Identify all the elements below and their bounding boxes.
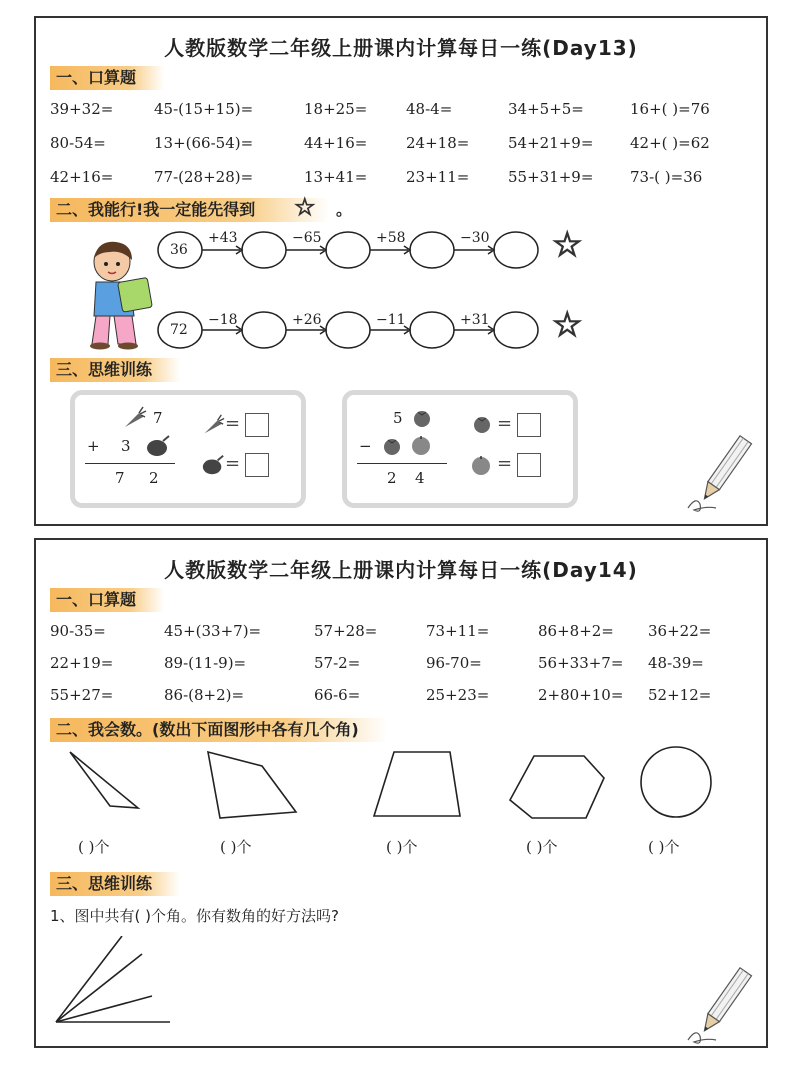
puzzle-digit: 2 (149, 469, 159, 487)
puzzle-digit: 4 (415, 469, 425, 487)
problem: 2+80+10= (538, 686, 624, 704)
goal-star-icon: ☆ (552, 225, 583, 265)
angle-count-blank[interactable]: ( )个 (220, 838, 252, 856)
problem: 42+( )=62 (630, 134, 710, 152)
tomato-icon (471, 413, 493, 435)
problem: 73-( )=36 (630, 168, 703, 186)
worksheet-day13 (34, 16, 768, 526)
angle-count-blank[interactable]: ( )个 (526, 838, 558, 856)
problem: 55+27= (50, 686, 114, 704)
section-heading-text: 二、我能行!我一定能先得到 (56, 200, 256, 219)
problem: 45-(15+15)= (154, 100, 254, 118)
chain-operation: −18 (208, 312, 238, 328)
chain-operation: −11 (376, 312, 406, 328)
trapezoid-shape (374, 752, 460, 816)
angle-rays-figure (50, 936, 180, 1028)
problem: 42+16= (50, 168, 114, 186)
eggplant-icon (145, 433, 171, 459)
equals-sign: = (225, 413, 241, 434)
plus-sign: + (87, 437, 100, 455)
eggplant-icon (201, 453, 225, 477)
circle-shape (641, 747, 711, 817)
tomato-icon (411, 407, 433, 429)
problem: 18+25= (304, 100, 368, 118)
problem: 55+31+9= (508, 168, 594, 186)
problem: 89-(11-9)= (164, 654, 247, 672)
problem: 39+32= (50, 100, 114, 118)
problem: 80-54= (50, 134, 106, 152)
problem: 22+19= (50, 654, 114, 672)
angle-shapes-diagram (56, 746, 736, 836)
section-heading-thinking: 三、思维训练 (50, 872, 180, 896)
section-heading-oral-calc: 一、口算题 (50, 588, 164, 612)
problem: 48-39= (648, 654, 704, 672)
problem: 44+16= (304, 134, 368, 152)
problem: 52+12= (648, 686, 712, 704)
section-heading-thinking: 三、思维训练 (50, 358, 180, 382)
chain-start-number: 72 (170, 322, 188, 338)
section-heading-end: 。 (336, 200, 353, 219)
problem: 77-(28+28)= (154, 168, 254, 186)
boy-illustration (74, 240, 164, 350)
problem: 13+(66-54)= (154, 134, 254, 152)
problem: 57-2= (314, 654, 361, 672)
problem: 36+22= (648, 622, 712, 640)
question-count-angles: 1、图中共有( )个角。你有数角的好方法吗? (50, 907, 339, 925)
equals-sign: = (497, 413, 513, 434)
angle-count-blank[interactable]: ( )个 (386, 838, 418, 856)
problem: 45+(33+7)= (164, 622, 262, 640)
chain-start-number: 36 (170, 242, 188, 258)
problem: 16+( )=76 (630, 100, 710, 118)
puzzle-digit: 7 (115, 469, 125, 487)
chain-operation: +31 (460, 312, 490, 328)
star-icon: ☆ (294, 193, 316, 221)
triangle-shape (70, 752, 138, 808)
problem: 66-6= (314, 686, 361, 704)
section-heading-count-angles: 二、我会数。(数出下面图形中各有几个角) (50, 718, 387, 742)
answer-box[interactable] (245, 413, 269, 437)
difference-line (357, 463, 447, 464)
problem: 34+5+5= (508, 100, 584, 118)
chain-operation: +26 (292, 312, 322, 328)
puzzle-digit: 7 (153, 409, 163, 427)
puzzle-digit: 5 (393, 409, 403, 427)
problem: 25+23= (426, 686, 490, 704)
problem: 24+18= (406, 134, 470, 152)
chain-operation: +58 (376, 230, 406, 246)
angle-count-blank[interactable]: ( )个 (78, 838, 110, 856)
chain-operation: −65 (292, 230, 322, 246)
section-heading-oral-calc: 一、口算题 (50, 66, 164, 90)
puzzle-digit: 2 (387, 469, 397, 487)
chain-operation: −30 (460, 230, 490, 246)
carrot-icon (201, 413, 225, 437)
angle-count-blank[interactable]: ( )个 (648, 838, 680, 856)
worksheet-day14 (34, 538, 768, 1048)
orange-icon (469, 453, 493, 477)
problem: 23+11= (406, 168, 470, 186)
answer-box[interactable] (517, 413, 541, 437)
equals-sign: = (225, 453, 241, 474)
problem: 57+28= (314, 622, 378, 640)
quadrilateral-shape (208, 752, 296, 818)
puzzle-digit: 3 (121, 437, 131, 455)
answer-box[interactable] (517, 453, 541, 477)
minus-sign: − (359, 437, 372, 455)
equals-sign: = (497, 453, 513, 474)
problem: 56+33+7= (538, 654, 624, 672)
tomato-icon (381, 435, 403, 457)
problem: 54+21+9= (508, 134, 594, 152)
pencil-icon (682, 964, 762, 1048)
hexagon-shape (510, 756, 604, 818)
problem: 90-35= (50, 622, 106, 640)
problem: 86-(8+2)= (164, 686, 245, 704)
problem: 86+8+2= (538, 622, 614, 640)
problem: 73+11= (426, 622, 490, 640)
worksheet-title: 人教版数学二年级上册课内计算每日一练(Day13) (164, 36, 638, 60)
sum-line (85, 463, 175, 464)
pencil-icon (682, 432, 762, 516)
section-heading-chain (50, 193, 353, 222)
problem: 96-70= (426, 654, 482, 672)
carrot-icon (121, 405, 147, 431)
goal-star-icon: ☆ (552, 305, 583, 345)
puzzle-panel-fruits (342, 390, 578, 508)
chain-operation: +43 (208, 230, 238, 246)
problem: 13+41= (304, 168, 368, 186)
orange-icon (409, 433, 433, 457)
puzzle-panel-vegetables (70, 390, 306, 508)
worksheet-title: 人教版数学二年级上册课内计算每日一练(Day14) (164, 558, 638, 582)
problem: 48-4= (406, 100, 453, 118)
answer-box[interactable] (245, 453, 269, 477)
